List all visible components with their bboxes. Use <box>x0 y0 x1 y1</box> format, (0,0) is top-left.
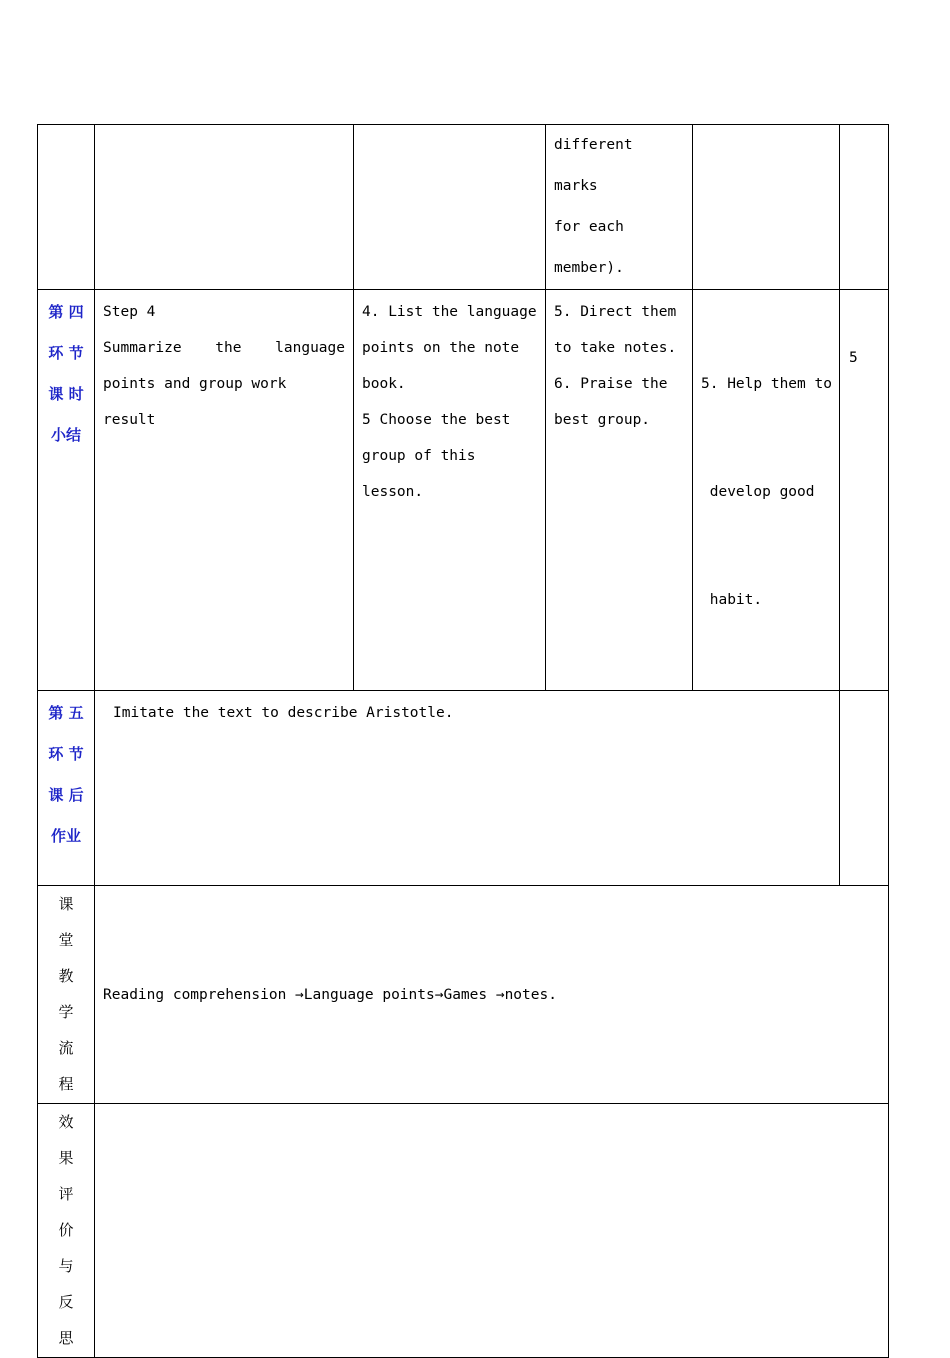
label-char: 程 <box>58 1075 74 1093</box>
text-line: different marks <box>554 137 633 194</box>
time-cell-empty <box>840 125 889 290</box>
text-line: develop good <box>701 484 815 500</box>
reflection-label-cell <box>38 1104 95 1358</box>
stage-label-line: 环 节 <box>48 344 84 362</box>
text-line: 5. Direct them <box>554 304 677 320</box>
content-cell-empty <box>95 125 354 290</box>
flow-text: Reading comprehension →Language points→Games →notes. <box>103 986 557 1003</box>
text-line: 6. Praise the <box>554 376 668 392</box>
label-char: 学 <box>58 1003 74 1021</box>
table-row <box>38 290 889 691</box>
label-char: 效 <box>58 1113 74 1131</box>
text-line: 4. List the language <box>362 304 537 320</box>
stage-label-line: 第 四 <box>48 303 84 321</box>
student-activity-cell-empty <box>354 125 546 290</box>
text-line: best group. <box>554 412 651 428</box>
stage-label-line: 第 五 <box>48 704 84 722</box>
stage-label-line: 小结 <box>50 426 81 444</box>
label-char: 果 <box>58 1149 74 1167</box>
text-line: lesson. <box>362 484 424 500</box>
flow-label-cell <box>38 886 95 1104</box>
reflection-content-cell <box>95 1104 889 1358</box>
text-line: for each <box>554 219 624 235</box>
text-line-justified <box>103 330 345 366</box>
table-row <box>38 1104 889 1358</box>
student-activity-cell <box>354 290 546 691</box>
purpose-cell <box>693 290 840 691</box>
table-row <box>38 691 889 886</box>
content-cell <box>95 290 354 691</box>
homework-text: Imitate the text to describe Aristotle. <box>113 705 454 721</box>
stage-label-line: 课 后 <box>48 786 84 804</box>
stage-cell-empty <box>38 125 95 290</box>
text-line: to take notes. <box>554 340 677 356</box>
label-char: 课 <box>58 895 74 913</box>
stage-4-cell <box>38 290 95 691</box>
time-value: 5 <box>849 350 858 366</box>
stage-label-line: 环 节 <box>48 745 84 763</box>
flow-content-cell <box>95 886 889 1104</box>
lesson-plan-table <box>37 124 889 1358</box>
label-char: 堂 <box>58 931 74 949</box>
teacher-activity-cell <box>546 290 693 691</box>
label-char: 流 <box>58 1039 74 1057</box>
label-char: 教 <box>58 967 74 985</box>
word: the <box>215 340 242 356</box>
teacher-activity-cell <box>546 125 693 290</box>
label-char: 评 <box>58 1185 74 1203</box>
text-line: 5 Choose the best <box>362 412 511 428</box>
text-line: points on the note <box>362 340 520 356</box>
homework-cell <box>95 691 840 886</box>
word: Summarize <box>103 340 182 356</box>
text-line: group of this <box>362 448 476 464</box>
stage-label-line: 课 时 <box>48 385 84 403</box>
label-char: 思 <box>58 1329 74 1347</box>
label-char: 反 <box>58 1293 74 1311</box>
text-line: book. <box>362 376 406 392</box>
time-cell <box>840 290 889 691</box>
stage-5-cell <box>38 691 95 886</box>
table-row <box>38 886 889 1104</box>
text-line: points and group work result <box>103 376 287 428</box>
stage-label-line: 作业 <box>50 827 81 845</box>
text-line: 5. Help them to <box>701 376 832 392</box>
word: language <box>275 340 345 356</box>
text-line: habit. <box>701 592 763 608</box>
label-char: 价 <box>58 1221 74 1239</box>
purpose-cell-empty <box>693 125 840 290</box>
text-line: Step 4 <box>103 304 156 320</box>
table-row <box>38 125 889 290</box>
label-char: 与 <box>58 1257 74 1275</box>
text-line: member). <box>554 260 624 276</box>
time-cell-empty <box>840 691 889 886</box>
